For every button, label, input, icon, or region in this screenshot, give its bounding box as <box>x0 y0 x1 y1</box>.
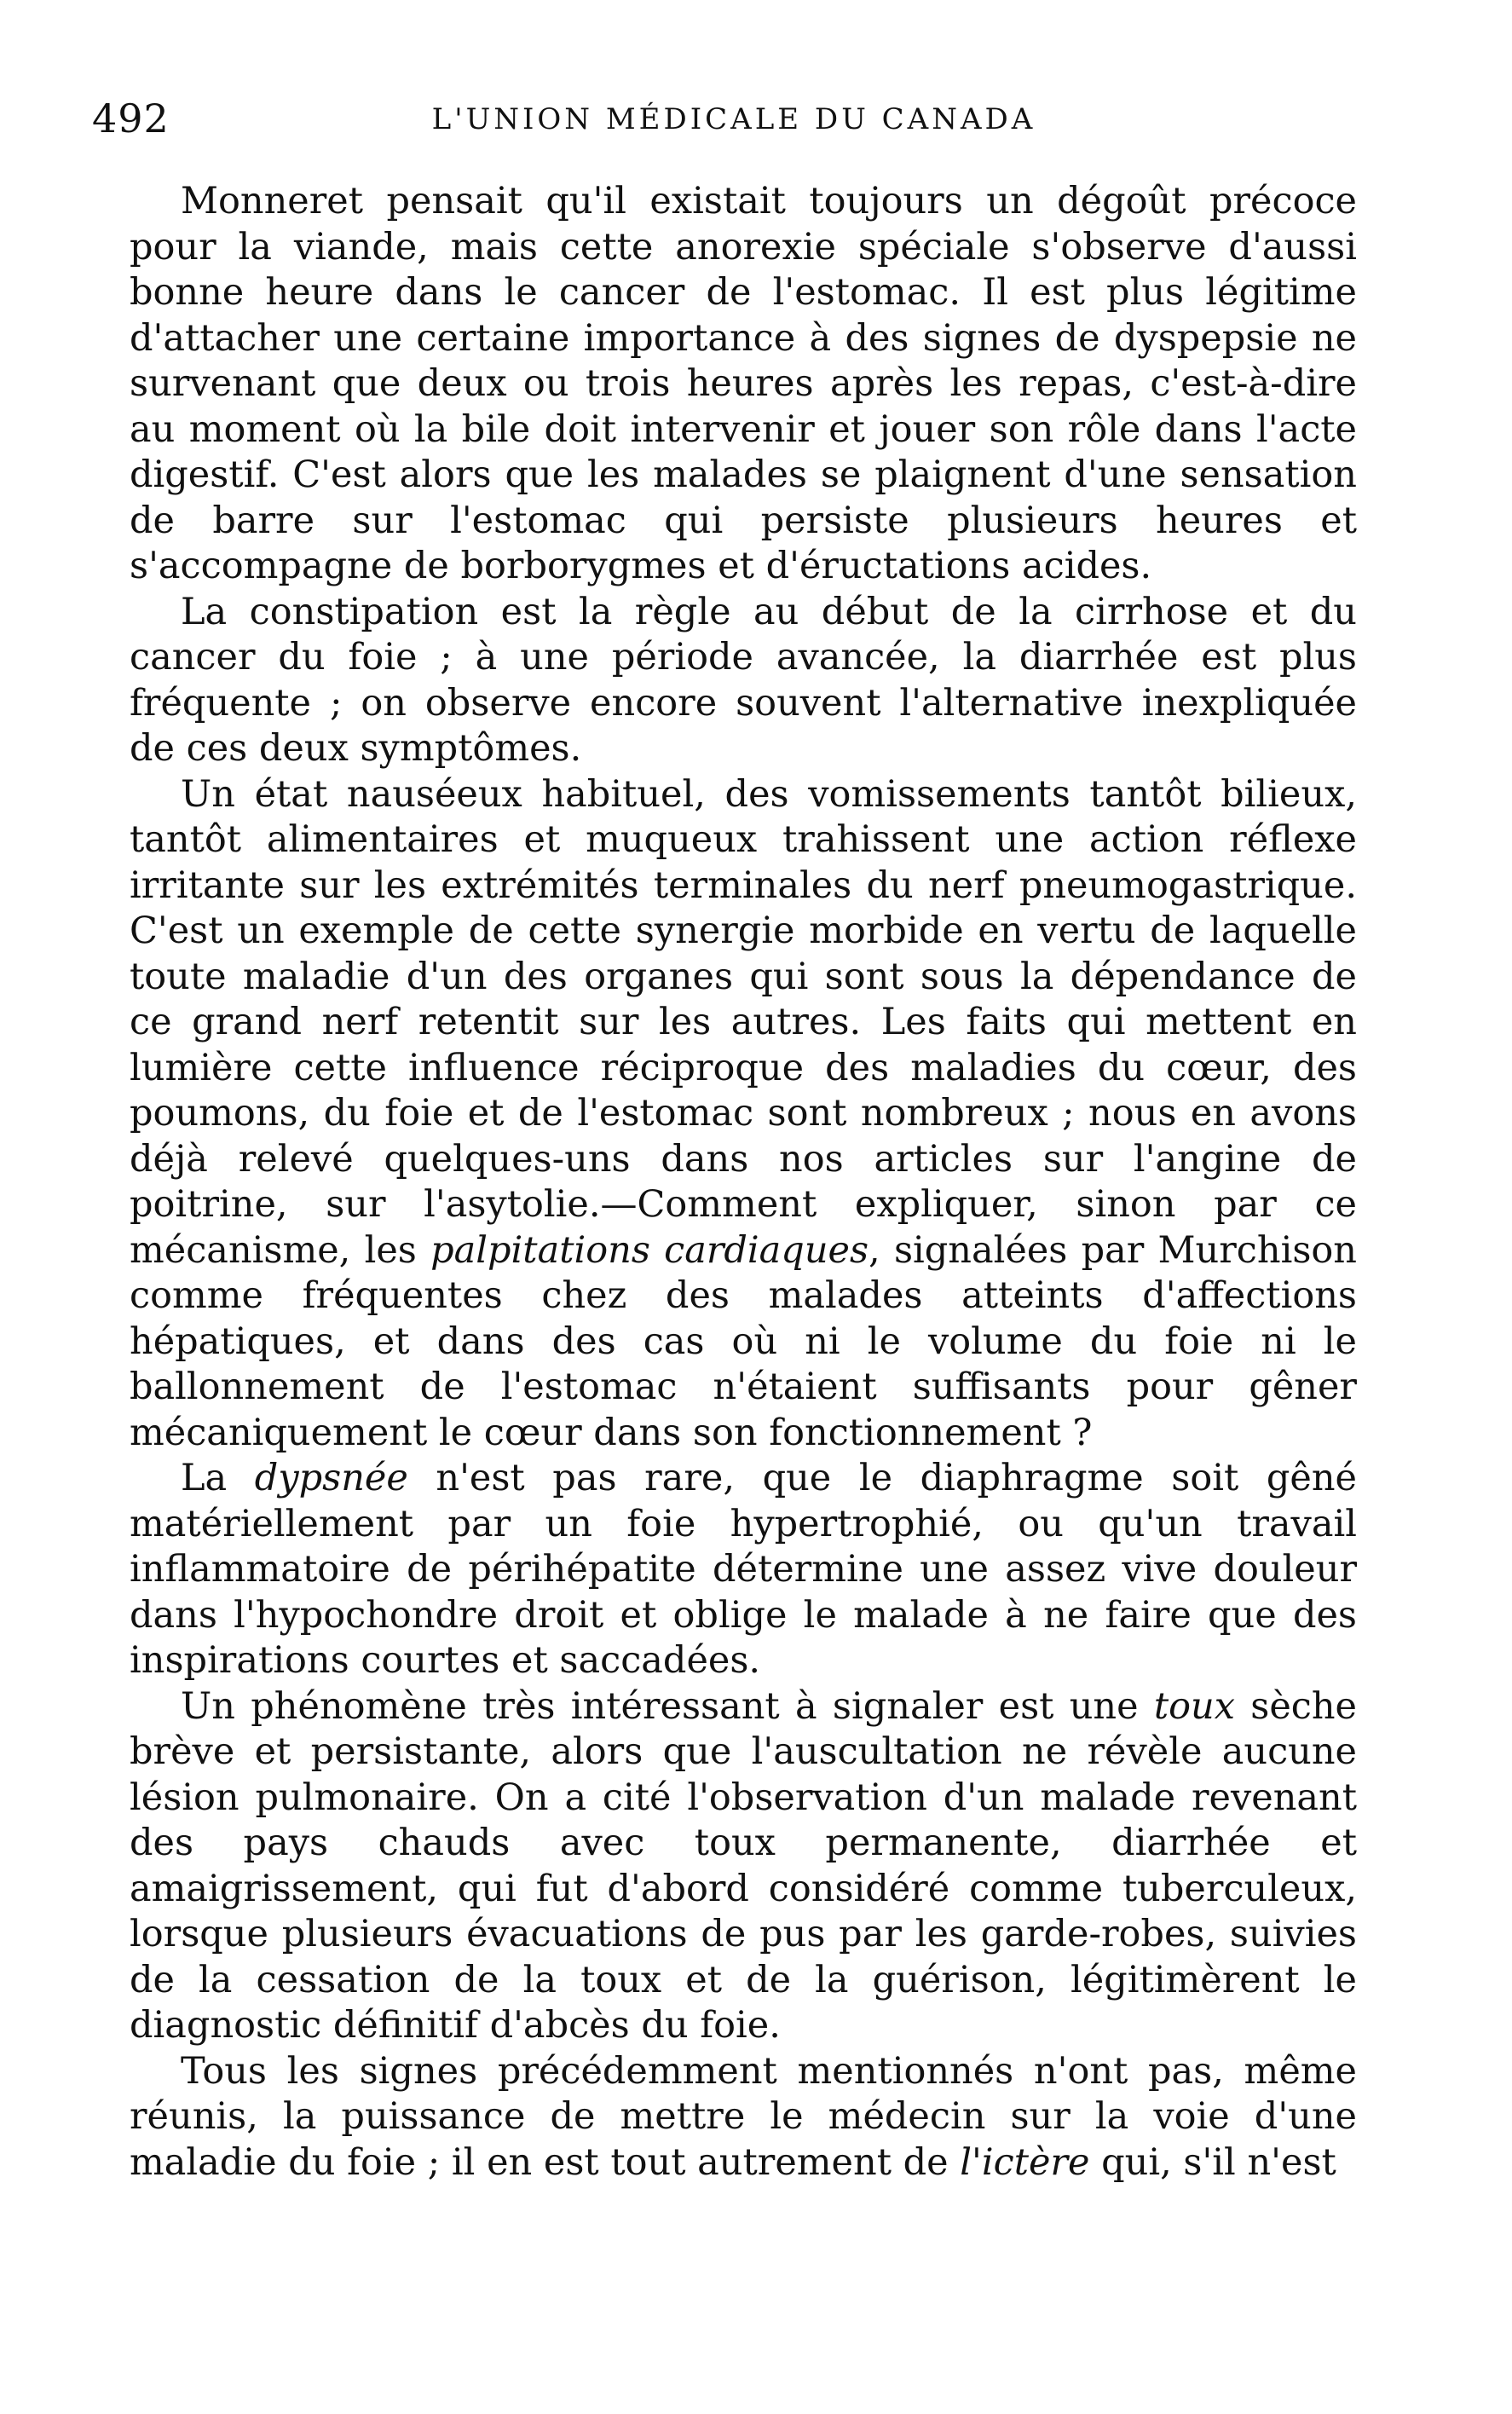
body-text <box>130 179 1357 2186</box>
text-segment: Un état nauséeux habituel, des vomissements tantôt bilieux, tantôt alimentaires et muqueux trahissent une action réflexe irritante sur les extrémités terminales du nerf pneumogastrique. C'est un exemple de cette synergie morbide en vertu de laquelle toute maladie d'un des organes qui sont sous la dépendance de ce grand nerf retentit sur les autres. Les faits qui mettent en lumière cette influence réciproque des maladies du cœur, des poumons, du foie et de l'estomac sont nombreux ; nous en avons déjà relevé quelques-uns dans nos articles sur l'angine de poitrine, sur l'asytolie.—Comment expliquer, sinon par ce mécanisme, les <box>130 772 1357 1272</box>
text-segment: La constipation est la règle au début de la cirrhose et du cancer du foie ; à une période avancée, la diarrhée est plus fréquente ; on observe encore souvent l'alternative inexpliquée de ces deux symptômes. <box>130 590 1357 770</box>
italic-term: palpitations cardiaques <box>430 1228 869 1272</box>
text-segment: sèche brève et persistante, alors que l'auscultation ne révèle aucune lésion pulmonaire. On a cité l'observation d'un malade revenant des pays chauds avec toux permanente, diarrhée et amaigrissement, qui fut d'abord considéré comme tuberculeux, lorsque plusieurs évacuations de pus par les garde-robes, suivies de la cessation de la toux et de la guérison, légitimèrent le diagnostic définitif d'abcès du foie. <box>130 1684 1357 2047</box>
italic-term: dypsnée <box>254 1457 408 1499</box>
paragraph <box>130 590 1357 772</box>
italic-term: l'ictère <box>960 2140 1090 2184</box>
text-segment: La <box>181 1457 255 1499</box>
paragraph <box>130 772 1357 1457</box>
text-segment: qui, s'il n'est <box>1089 2140 1336 2184</box>
page-number: 492 <box>92 95 170 141</box>
text-segment: Monneret pensait qu'il existait toujours un dégoût précoce pour la viande, mais cette anorexie spéciale s'observe d'aussi bonne heure dans le cancer de l'estomac. Il est plus légitime d'attacher une certaine importance à des signes de dyspepsie ne survenant que deux ou trois heures après les repas, c'est-à-dire au moment où la bile doit intervenir et jouer son rôle dans l'acte digestif. C'est alors que les malades se plaignent d'une sensation de barre sur l'estomac qui persiste plusieurs heures et s'accompagne de borborygmes et d'éructations acides. <box>130 180 1357 587</box>
text-segment: , signalées par Murchison comme fréquentes chez des malades atteints d'affections hépatiques, et dans des cas où ni le volume du foie ni le ballonnement de l'estomac n'étaient suffisants pour gêner mécaniquement le cœur dans son fonctionnement ? <box>130 1228 1357 1454</box>
text-segment: n'est pas rare, que le diaphragme soit gêné matériellement par un foie hypertrophié, ou qu'un travail inflammatoire de périhépatite détermine une assez vive douleur dans l'hypochondre droit et oblige le malade à ne faire que des inspirations courtes et saccadées. <box>130 1457 1358 1682</box>
paragraph <box>130 179 1357 590</box>
paragraph <box>130 2049 1357 2186</box>
running-title: L'UNION MÉDICALE DU CANADA <box>431 102 1036 136</box>
paragraph <box>130 1684 1357 2049</box>
text-segment: Tous les signes précédemment mentionnés n'ont pas, même réunis, la puissance de mettre le médecin sur la voie d'une maladie du foie ; il en est tout autrement de <box>130 2049 1357 2184</box>
italic-term: toux <box>1153 1684 1235 1728</box>
page-header <box>92 95 1376 147</box>
paragraph <box>130 1456 1357 1684</box>
text-segment: Un phénomène très intéressant à signaler est une <box>181 1684 1154 1728</box>
